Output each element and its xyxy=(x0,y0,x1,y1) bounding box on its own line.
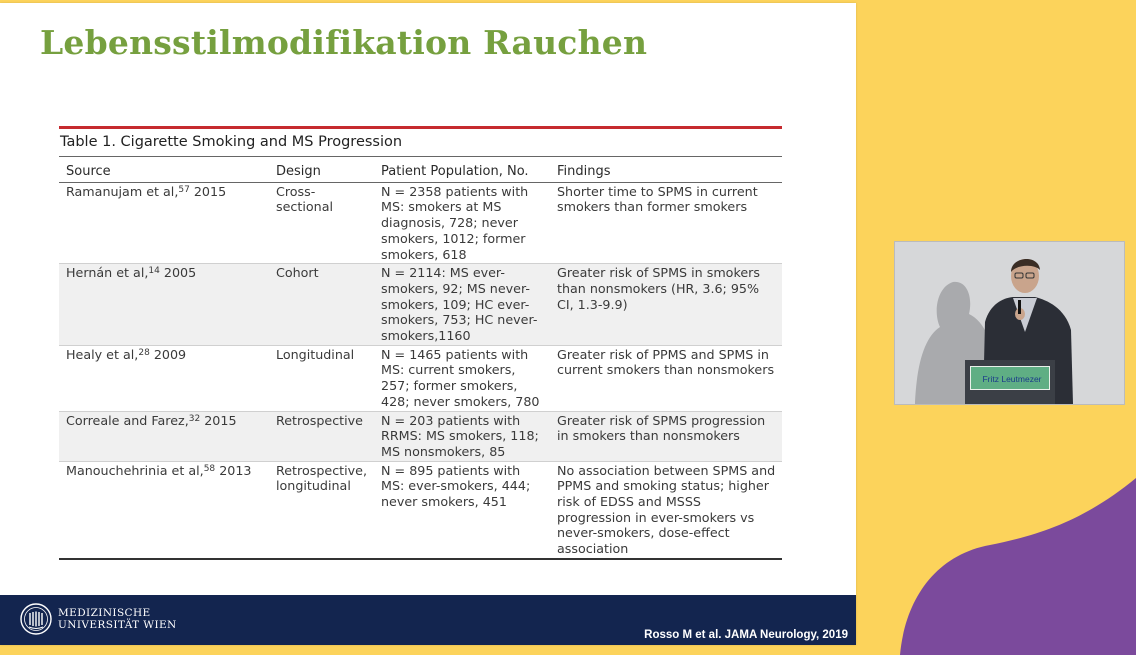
design-cell: Cohort xyxy=(269,264,374,346)
findings-cell: Shorter time to SPMS in current smokers than former smokers xyxy=(550,182,782,264)
column-header-population: Patient Population, No. xyxy=(374,157,550,183)
table-row xyxy=(59,182,782,264)
speaker-name-label: Fritz Leutmezer xyxy=(982,374,1042,384)
findings-cell: Greater risk of SPMS in smokers than nonsmokers (HR, 3.6; 95% CI, 1.3-9.9) xyxy=(550,264,782,346)
design-cell: Retrospective, longitudinal xyxy=(269,461,374,559)
source-cell: Hernán et al,$^{14}$ 2005 xyxy=(59,264,269,346)
population-cell: N = 895 patients with MS: ever-smokers, 444; never smokers, 451 xyxy=(374,461,550,559)
column-header-design: Design xyxy=(269,157,374,183)
source-cell: Ramanujam et al,$^{57}$ 2015 xyxy=(59,182,269,264)
population-cell: N = 2358 patients with MS: smokers at MS diagnosis, 728; never smokers, 1012; former smokers, 618 xyxy=(374,182,550,264)
university-seal-icon xyxy=(20,603,52,635)
table-row xyxy=(59,345,782,411)
table-row xyxy=(59,411,782,461)
population-cell: N = 2114: MS ever-smokers, 92; MS never-smokers, 109; HC ever-smokers, 753; HC never-smokers,1160 xyxy=(374,264,550,346)
table-caption: Table 1. Cigarette Smoking and MS Progression xyxy=(60,134,403,150)
study-table xyxy=(59,126,782,560)
findings-cell: No association between SPMS and PPMS and smoking status; higher risk of EDSS and MSSS progression in ever-smokers vs never-smokers, dose-effect association xyxy=(550,461,782,559)
table-header-row xyxy=(59,157,782,183)
design-cell: Longitudinal xyxy=(269,345,374,411)
smoking-ms-table xyxy=(59,156,782,560)
table-row xyxy=(59,461,782,559)
design-cell: Cross-sectional xyxy=(269,182,374,264)
table-row xyxy=(59,264,782,346)
presentation-slide xyxy=(0,3,856,645)
slide-footer xyxy=(0,595,856,645)
population-cell: N = 1465 patients with MS: current smokers, 257; former smokers, 428; never smokers, 780 xyxy=(374,345,550,411)
source-cell: Manouchehrinia et al,$^{58}$ 2013 xyxy=(59,461,269,559)
population-cell: N = 203 patients with RRMS: MS smokers, 118; MS nonsmokers, 85 xyxy=(374,411,550,461)
findings-cell: Greater risk of SPMS progression in smokers than nonsmokers xyxy=(550,411,782,461)
column-header-source: Source xyxy=(59,157,269,183)
design-cell: Retrospective xyxy=(269,411,374,461)
citation-text: Rosso M et al. JAMA Neurology, 2019 xyxy=(644,629,848,641)
university-logo-text: MEDIZINISCHE UNIVERSITÄT WIEN xyxy=(58,607,177,631)
findings-cell: Greater risk of PPMS and SPMS in current smokers than nonsmokers xyxy=(550,345,782,411)
source-cell: Correale and Farez,$^{32}$ 2015 xyxy=(59,411,269,461)
column-header-findings: Findings xyxy=(550,157,782,183)
speaker-video xyxy=(894,241,1125,405)
source-cell: Healy et al,$^{28}$ 2009 xyxy=(59,345,269,411)
slide-title: Lebensstilmodifikation Rauchen xyxy=(40,23,648,62)
